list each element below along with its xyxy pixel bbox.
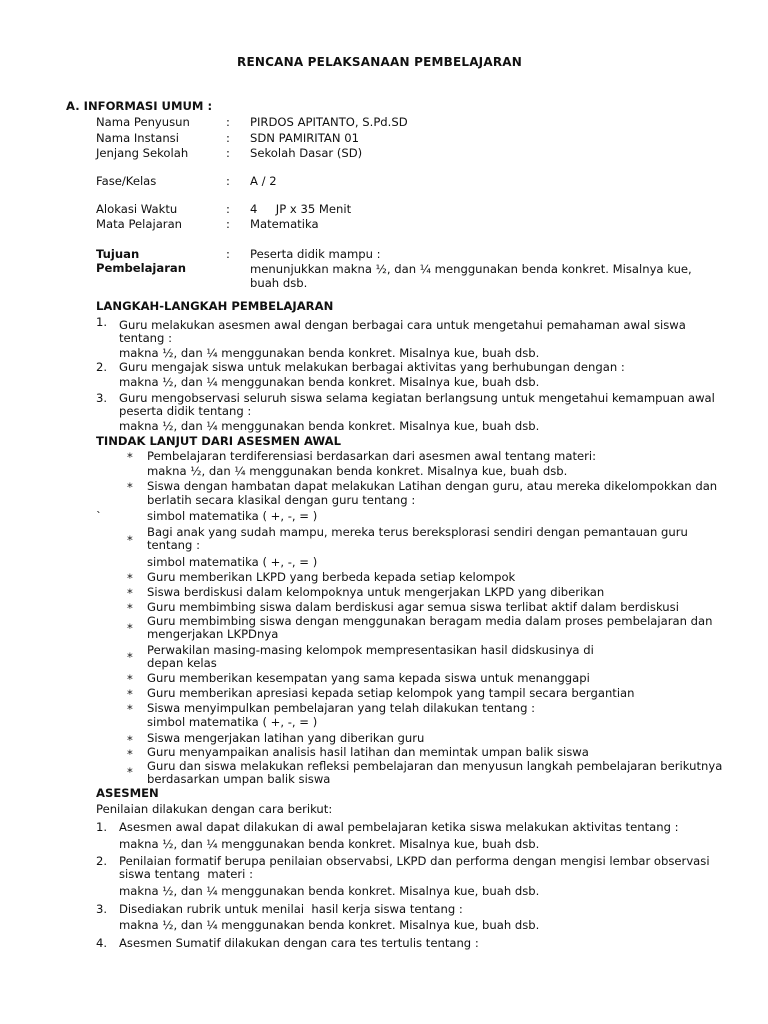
tindak-heading: TINDAK LANJUT DARI ASESMEN AWAL (96, 434, 342, 448)
tujuan-label: Tujuan (96, 247, 140, 261)
langkah-line: tentang : (119, 331, 172, 345)
tindak-line: berdasarkan umpan balik siswa (147, 772, 331, 786)
asesmen-line: makna ½, dan ¼ menggunakan benda konkret. Misalnya kue, buah dsb. (119, 884, 540, 898)
info-colon: : (226, 202, 230, 216)
info-colon: : (226, 174, 230, 188)
asesmen-line: Asesmen Sumatif dilakukan dengan cara tes tertulis tentang : (119, 936, 479, 950)
tujuan-line: buah dsb. (250, 276, 308, 290)
tindak-line: mengerjakan LKPDnya (147, 627, 279, 641)
langkah-line: makna ½, dan ¼ menggunakan benda konkret. Misalnya kue, buah dsb. (119, 419, 540, 433)
tindak-line: simbol matematika ( +, -, = ) (147, 509, 318, 523)
tujuan-line: Peserta didik mampu : (250, 247, 381, 261)
tindak-line: Siswa menyimpulkan pembelajaran yang telah dilakukan tentang : (147, 701, 536, 715)
info-value-fase: A / 2 (250, 174, 277, 188)
info-value-alokasi: 4 JP x 35 Menit (250, 202, 352, 216)
bullet-icon: * (127, 702, 133, 716)
info-label-fase: Fase/Kelas (96, 174, 157, 188)
list-number: 1. (96, 820, 108, 834)
bullet-icon: * (127, 480, 133, 494)
info-value-jenjang: Sekolah Dasar (SD) (250, 146, 363, 160)
langkah-line: Guru mengajak siswa untuk melakukan berbagai aktivitas yang berhubungan dengan : (119, 360, 625, 374)
asesmen-line: makna ½, dan ¼ menggunakan benda konkret. Misalnya kue, buah dsb. (119, 918, 540, 932)
tindak-line: Siswa berdiskusi dalam kelompoknya untuk mengerjakan LKPD yang diberikan (147, 585, 605, 599)
langkah-line: makna ½, dan ¼ menggunakan benda konkret. Misalnya kue, buah dsb. (119, 375, 540, 389)
asesmen-line: makna ½, dan ¼ menggunakan benda konkret. Misalnya kue, buah dsb. (119, 837, 540, 851)
list-number: 3. (96, 902, 108, 916)
bullet-icon: * (127, 621, 133, 635)
info-colon: : (226, 131, 230, 145)
info-colon: : (226, 115, 230, 129)
langkah-line: Guru melakukan asesmen awal dengan berbagai cara untuk mengetahui pemahaman awal siswa (119, 318, 686, 332)
langkah-line: peserta didik tentang : (119, 404, 252, 418)
bullet-icon: * (127, 733, 133, 747)
section-a-heading: A. INFORMASI UMUM : (66, 99, 213, 113)
tujuan-line: menunjukkan makna ½, dan ¼ menggunakan benda konkret. Misalnya kue, (250, 262, 692, 276)
tindak-line: simbol matematika ( +, -, = ) (147, 555, 318, 569)
tindak-line: Perwakilan masing-masing kelompok mempresentasikan hasil didskusinya di (147, 643, 594, 657)
langkah-line: makna ½, dan ¼ menggunakan benda konkret. Misalnya kue, buah dsb. (119, 346, 540, 360)
tindak-line: tentang : (147, 538, 200, 552)
tindak-line: Guru membimbing siswa dengan menggunakan beragam media dalam proses pembelajaran dan (147, 614, 713, 628)
info-label-mapel: Mata Pelajaran (96, 217, 183, 231)
info-label-alokasi: Alokasi Waktu (96, 202, 178, 216)
asesmen-line: Disediakan rubrik untuk menilai hasil kerja siswa tentang : (119, 902, 463, 916)
info-colon: : (226, 217, 230, 231)
bullet-icon: * (127, 672, 133, 686)
info-label-instansi: Nama Instansi (96, 131, 179, 145)
backtick-mark: ` (96, 509, 102, 523)
bullet-icon: * (127, 533, 133, 547)
info-colon: : (226, 146, 230, 160)
langkah-line: Guru mengobservasi seluruh siswa selama kegiatan berlangsung untuk mengetahui kemampuan awal (119, 391, 715, 405)
bullet-icon: * (127, 687, 133, 701)
bullet-icon: * (127, 586, 133, 600)
list-number: 4. (96, 936, 108, 950)
page-title: RENCANA PELAKSANAAN PEMBELAJARAN (237, 55, 523, 69)
tindak-line: Guru membimbing siswa dalam berdiskusi agar semua siswa terlibat aktif dalam berdiskusi (147, 600, 679, 614)
bullet-icon: * (127, 601, 133, 615)
info-value-penyusun: PIRDOS APITANTO, S.Pd.SD (250, 115, 408, 129)
list-number: 3. (96, 391, 108, 405)
bullet-icon: * (127, 450, 133, 464)
tindak-line: makna ½, dan ¼ menggunakan benda konkret. Misalnya kue, buah dsb. (147, 464, 568, 478)
langkah-heading: LANGKAH-LANGKAH PEMBELAJARAN (96, 299, 334, 313)
asesmen-line: Penilaian formatif berupa penilaian observabsi, LKPD dan performa dengan mengisi lembar observasi (119, 854, 710, 868)
info-value-mapel: Matematika (250, 217, 319, 231)
list-number: 1. (96, 315, 108, 329)
asesmen-line: siswa tentang materi : (119, 867, 253, 881)
info-value-instansi: SDN PAMIRITAN 01 (250, 131, 359, 145)
tindak-line: Bagi anak yang sudah mampu, mereka terus bereksplorasi sendiri dengan pemantauan guru (147, 525, 688, 539)
info-label-penyusun: Nama Penyusun (96, 115, 190, 129)
tindak-line: berlatih secara klasikal dengan guru tentang : (147, 493, 416, 507)
info-label-jenjang: Jenjang Sekolah (96, 146, 189, 160)
tindak-line: simbol matematika ( +, -, = ) (147, 715, 318, 729)
tujuan-label: Pembelajaran (96, 261, 186, 275)
tindak-line: Guru dan siswa melakukan refleksi pembelajaran dan menyusun langkah pembelajaran berikutnya (147, 759, 723, 773)
bullet-icon: * (127, 747, 133, 761)
tindak-line: Siswa dengan hambatan dapat melakukan Latihan dengan guru, atau mereka dikelompokkan dan (147, 479, 718, 493)
bullet-icon: * (127, 765, 133, 779)
tindak-line: Guru memberikan kesempatan yang sama kepada siswa untuk menanggapi (147, 671, 590, 685)
tindak-line: Pembelajaran terdiferensiasi berdasarkan dari asesmen awal tentang materi: (147, 449, 597, 463)
tindak-line: Guru memberikan apresiasi kepada setiap kelompok yang tampil secara bergantian (147, 686, 635, 700)
bullet-icon: * (127, 650, 133, 664)
list-number: 2. (96, 360, 108, 374)
asesmen-line: Asesmen awal dapat dilakukan di awal pembelajaran ketika siswa melakukan aktivitas tentang : (119, 820, 679, 834)
asesmen-heading: ASESMEN (96, 786, 159, 800)
asesmen-intro: Penilaian dilakukan dengan cara berikut: (96, 802, 333, 816)
tindak-line: depan kelas (147, 656, 217, 670)
tujuan-colon: : (226, 247, 230, 261)
list-number: 2. (96, 854, 108, 868)
bullet-icon: * (127, 571, 133, 585)
tindak-line: Siswa mengerjakan latihan yang diberikan guru (147, 731, 425, 745)
tindak-line: Guru memberikan LKPD yang berbeda kepada setiap kelompok (147, 570, 516, 584)
tindak-line: Guru menyampaikan analisis hasil latihan dan memintak umpan balik siswa (147, 745, 589, 759)
